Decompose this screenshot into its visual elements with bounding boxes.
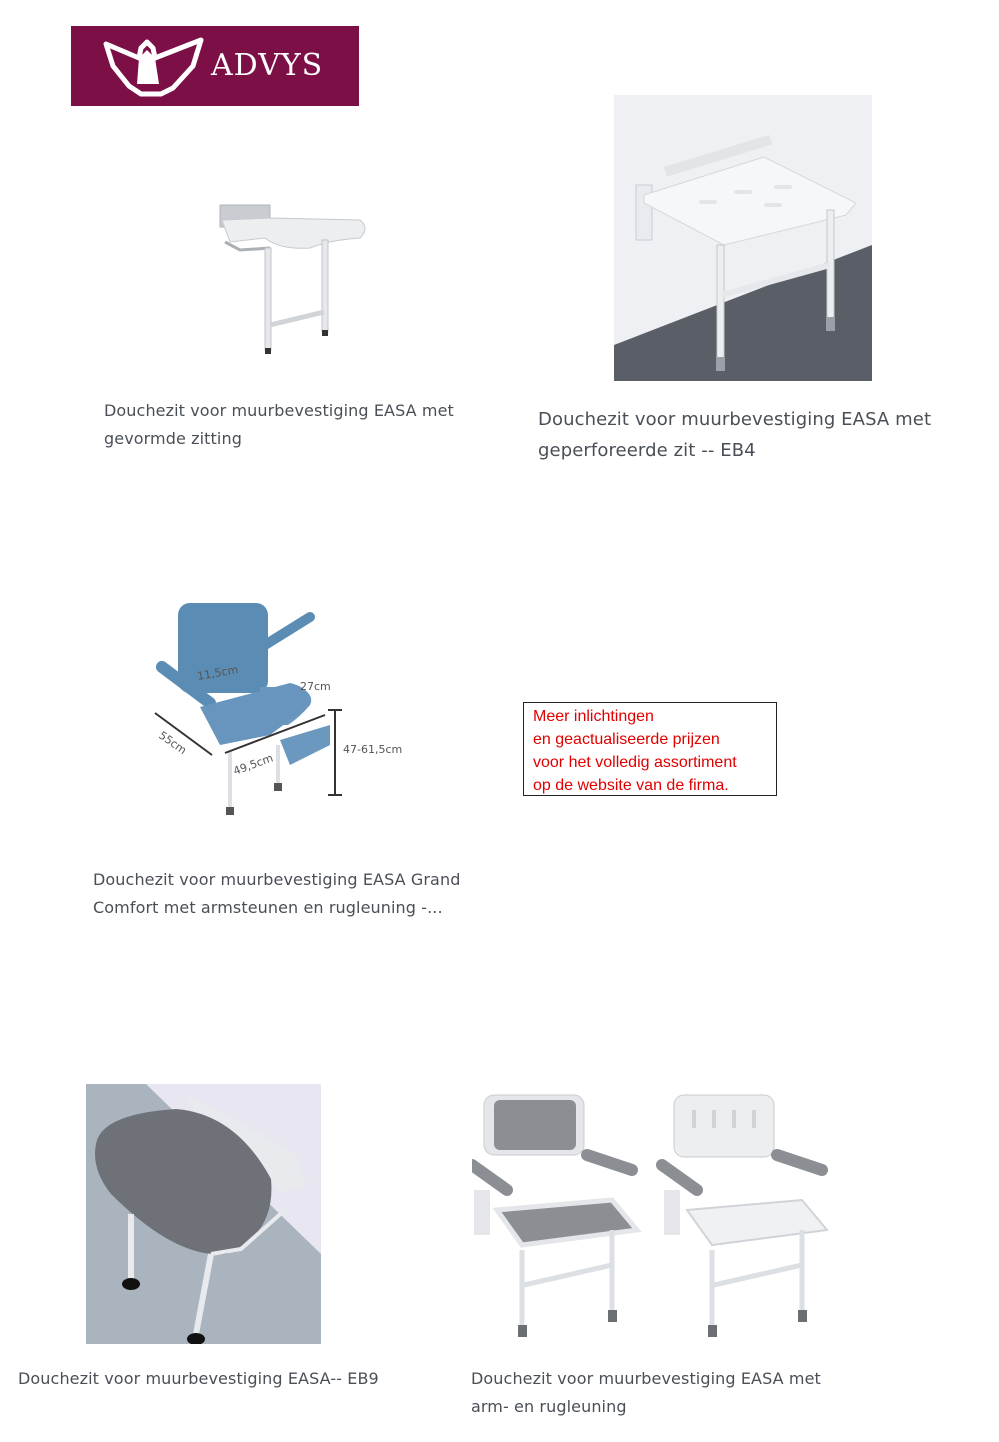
svg-text:47-61,5cm: 47-61,5cm xyxy=(343,743,403,756)
logo-figure-icon xyxy=(101,36,206,98)
svg-text:11,5cm: 11,5cm xyxy=(196,662,240,683)
product-image-eb9[interactable] xyxy=(86,1084,321,1344)
logo-text: ADVYS xyxy=(211,48,324,83)
product-caption[interactable]: Douchezit voor muurbevestiging EASA Grand Comfort met armsteunen en rugleuning -... xyxy=(93,870,461,917)
info-notice-box: Meer inlichtingen en geactualiseerde prijzen voor het volledig assortiment op de website van de firma. xyxy=(523,702,777,796)
product-image-grand-comfort[interactable] xyxy=(140,595,420,825)
product-caption[interactable]: Douchezit voor muurbevestiging EASA met geperforeerde zit -- EB4 xyxy=(538,409,932,461)
product-image-arm-backrest[interactable] xyxy=(472,1090,840,1340)
product-image-perforated-seat[interactable] xyxy=(614,95,872,381)
product-caption[interactable]: Douchezit voor muurbevestiging EASA-- EB9 xyxy=(18,1369,379,1388)
advys-logo xyxy=(71,26,359,106)
svg-text:55cm: 55cm xyxy=(156,728,189,758)
svg-text:49,5cm: 49,5cm xyxy=(231,751,275,778)
product-caption[interactable]: Douchezit voor muurbevestiging EASA met gevormde zitting xyxy=(104,401,454,448)
product-caption[interactable]: Douchezit voor muurbevestiging EASA met arm- en rugleuning xyxy=(471,1369,821,1416)
svg-text:27cm: 27cm xyxy=(300,680,331,693)
product-image-shaped-seat[interactable] xyxy=(210,200,370,360)
